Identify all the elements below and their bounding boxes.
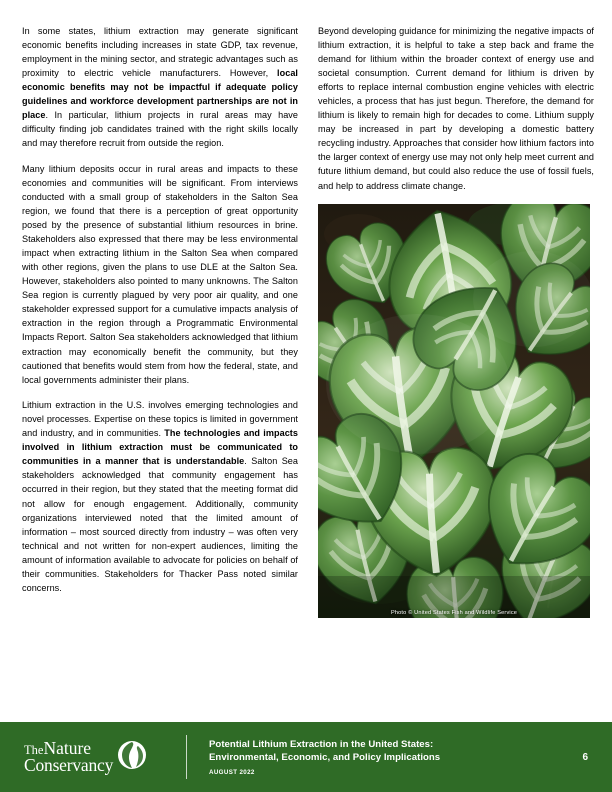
text-run: Beyond developing guidance for minimizing the negative impacts of lithium extraction, it is helpful to take a step back and frame the demand for lithium within the broader context of energy use and societal consumption. Current demand for lithium is driven by efforts to replace internal combustion engine vehicles with electric vehicles, a process that has just begun. Therefore, the demand for lithium is likely to remain high for decades to come. Lithium supply may be increased in part by developing a domestic battery recycling industry. Approaches that consider how lithium factors into the larger context of energy use may not only help meet current and future lithium demand, but could also reduce the use of fossil fuels, and help to address climate change. (318, 26, 595, 191)
the-nature-conservancy-logo (24, 739, 174, 775)
photo-figure (318, 204, 590, 618)
page-number: 6 (582, 751, 588, 763)
emphasis-run: The technologies and impacts involved in lithium extraction must be communicated to communities in a manner that is understandable (22, 428, 298, 467)
paragraph (22, 398, 298, 595)
logo-conservancy: Conservancy (24, 755, 114, 776)
text-run: In some states, lithium extraction may generate significant economic benefits including increases in state GDP, tax revenue, employment in the mining sector, and strategic advantages such as proximity to electric vehicle manufacturers. However, (22, 26, 298, 79)
photo-image (318, 204, 590, 618)
globe-oak-leaf-icon (117, 740, 147, 775)
left-text-column (22, 24, 298, 595)
footer-title-line-1: Potential Lithium Extraction in the United States: (209, 738, 434, 750)
footer-report-title (209, 738, 568, 776)
page-footer (0, 722, 612, 792)
paragraph (318, 24, 594, 193)
text-run: . Salton Sea stakeholders acknowledged that community engagement has occurred in their region, but they stated that the meeting format did not allow for enough engagement. Additionally, community organizations interviewed noted that the limited amount of information – most sourced directly from industry – was often very technical and not written for non-expert audiences, limiting the amount of information available to advocate for policies on behalf of their communities. Stakeholders for Thacker Pass noted similar concerns. (22, 456, 299, 593)
logo-nature: Nature (43, 738, 92, 759)
paragraph (22, 24, 298, 150)
logo-the: The (24, 743, 44, 758)
text-run: . In particular, lithium projects in rural areas may have difficulty finding job candidates trained with the right skills locally and may therefore recruit from outside the region. (22, 110, 298, 149)
two-column-layout (22, 24, 595, 618)
logo-wordmark (24, 740, 113, 774)
text-run: Lithium extraction in the U.S. involves emerging technologies and novel processes. Expertise on these topics is limited in government and industry, and in communities. (22, 400, 298, 439)
paragraph (22, 162, 298, 387)
text-run: Many lithium deposits occur in rural areas and impacts to these economies and communities will be significant. From interviews conducted with a small group of stakeholders in the Salton Sea region, we found that there is a perception of great opportunity posed by the presence of substantial lithium resources in brine. Stakeholders also expressed that there may be less environmental impact when extracting lithium in the Salton Sea when compared with other regions, given the plans to use DLE at the Salton Sea. However, stakeholders also pointed to many unknowns. The Salton Sea region is currently plagued by very poor air quality, and one stakeholder expressed support for a cumulative impacts analysis of extraction in the region through a Programmatic Environmental Impacts Report. Salton Sea stakeholders acknowledged that lithium extraction may economically benefit the community, but they cautioned that benefits would stem from how the federal, state, and local governments administer their plans. (22, 163, 298, 385)
footer-title-line-2: Environmental, Economic, and Policy Implications (209, 752, 441, 763)
right-text-column (318, 24, 594, 618)
photo-credit-caption: Photo © United States Fish and Wildlife Service (390, 610, 518, 617)
footer-date: AUGUST 2022 (209, 769, 255, 777)
emphasis-run: local economic benefits may not be impactful if adequate policy guidelines and workforce development partnerships are not in place (22, 68, 298, 121)
footer-divider (186, 735, 187, 779)
